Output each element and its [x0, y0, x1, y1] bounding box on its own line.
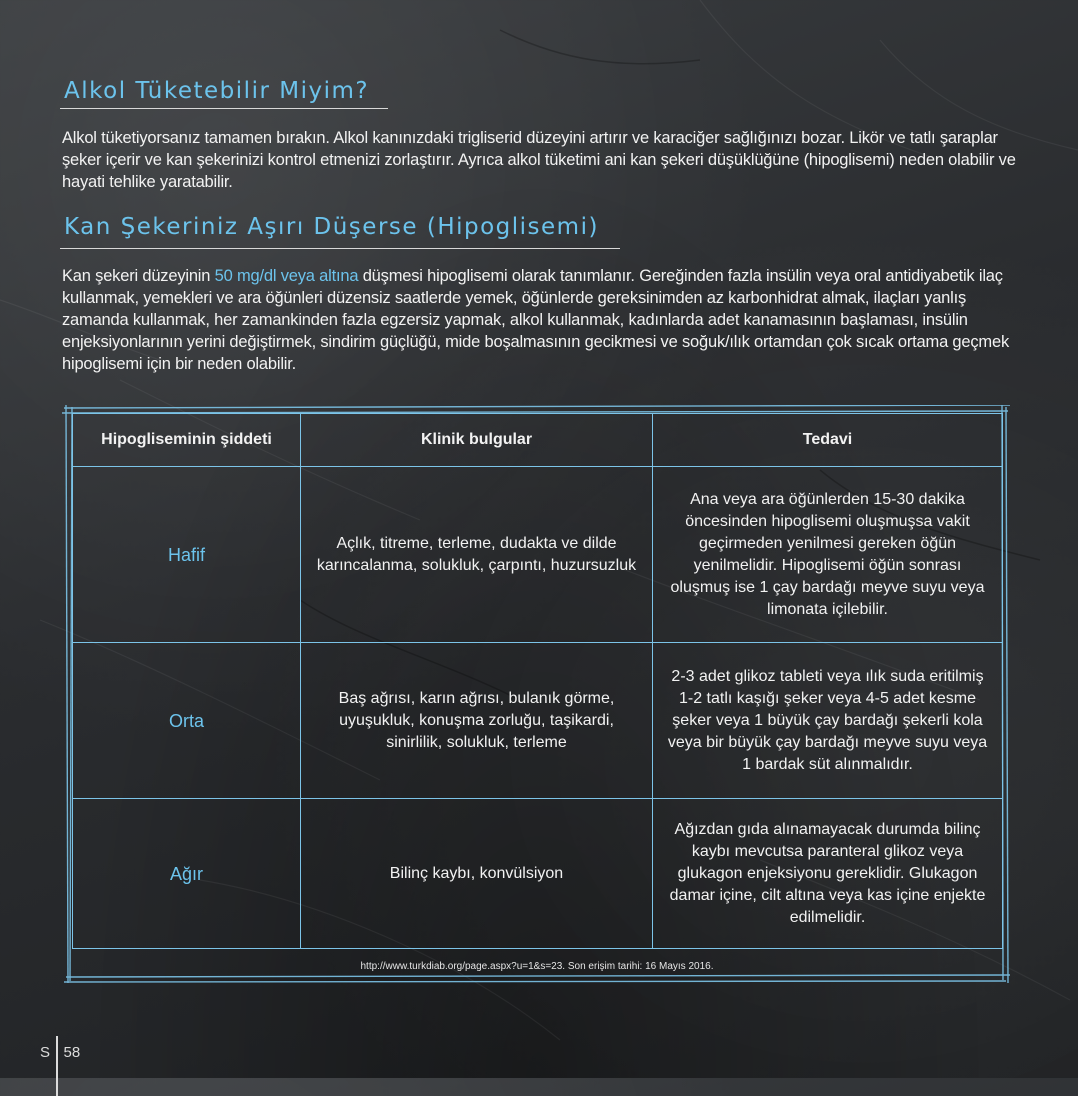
section-heading-hypoglycemia: Kan Şekeriniz Aşırı Düşerse (Hipoglisemi)	[64, 214, 599, 240]
page-footer	[40, 1022, 80, 1082]
footer-divider	[56, 1036, 58, 1096]
source-citation: http://www.turkdiab.org/page.aspx?u=1&s=23. Son erişim tarihi: 16 Mayıs 2016.	[360, 961, 714, 972]
table-row	[73, 467, 1003, 643]
treatment-cell: Ana veya ara öğünlerden 15-30 dakika öncesinden hipoglisemi oluşmuşsa vakit geçirmeden yenilmesi gereken öğün yenilmelidir. Hipoglisemi öğün sonrası oluşmuş ise 1 çay bardağı meyve suyu veya limonata içilebilir.	[653, 467, 1003, 643]
section-heading-alcohol: Alkol Tüketebilir Miyim?	[64, 78, 370, 104]
hypoglycemia-table	[72, 413, 1003, 949]
heading-underline	[60, 248, 620, 249]
treatment-cell: Ağızdan gıda alınamayacak durumda bilinç kaybı mevcutsa paranteral glikoz veya glukagon enjeksiyonu gereklidir. Glukagon damar içine, cilt altına veya kas içine enjekte edilmelidir.	[653, 799, 1003, 949]
findings-cell: Açlık, titreme, terleme, dudakta ve dilde karıncalanma, solukluk, çarpıntı, huzursuzluk	[301, 467, 653, 643]
findings-cell: Baş ağrısı, karın ağrısı, bulanık görme, uyuşukluk, konuşma zorluğu, taşikardi, sinirlilik, solukluk, terleme	[301, 643, 653, 799]
paragraph-text-start: Kan şekeri düzeyinin	[62, 267, 215, 285]
page-number: 58	[63, 1043, 81, 1061]
column-header-treatment: Tedavi	[653, 414, 1003, 467]
treatment-cell: 2-3 adet glikoz tableti veya ılık suda eritilmiş 1-2 tatlı kaşığı şeker veya 4-5 adet kesme şeker veya 1 büyük çay bardağı şekerli kola veya bir büyük çay bardağı meyve suyu veya 1 bardak süt alınmalıdır.	[653, 643, 1003, 799]
severity-cell: Hafif	[73, 467, 301, 643]
footer-letter: S	[40, 1043, 51, 1061]
paragraph-alcohol: Alkol tüketiyorsanız tamamen bırakın. Alkol kanınızdaki trigliserid düzeyini artırır ve karaciğer sağlığınızı bozar. Likör ve tatlı şaraplar şeker içerir ve kan şekerinizi kontrol etmenizi zorlaştırır. Ayrıca alkol tüketimi ani kan şekeri düşüklüğüne (hipoglisemi) neden olabilir ve hayati tehlike yaratabilir.	[62, 129, 1016, 191]
paragraph-hypoglycemia	[62, 265, 1022, 375]
table-row	[73, 799, 1003, 949]
severity-cell: Ağır	[73, 799, 301, 949]
table-row	[73, 643, 1003, 799]
paragraph-text-end: düşmesi hipoglisemi olarak tanımlanır. Gereğinden fazla insülin veya oral antidiyabetik ilaç kullanmak, yemekleri ve ara öğünleri düzensiz saatlerde yemek, öğünlerde gereksinimden az karbonhidrat almak, ilaçları yanlış zamanda kullanmak, her zamankinden fazla egzersiz yapmak, alkol kullanmak, kadınlarda adet kanamasının başlaması, insülin enjeksiyonlarının yerini değiştirmek, sindirim güçlüğü, mide boşalmasının gecikmesi ve soğuk/ılık ortamdan çok sıcak ortama geçmek hipoglisemi için bir neden olabilir.	[62, 267, 1010, 373]
table-header-row	[73, 414, 1003, 467]
column-header-severity: Hipogliseminin şiddeti	[73, 414, 301, 467]
column-header-findings: Klinik bulgular	[301, 414, 653, 467]
severity-cell: Orta	[73, 643, 301, 799]
findings-cell: Bilinç kaybı, konvülsiyon	[301, 799, 653, 949]
threshold-highlight: 50 mg/dl veya altına	[214, 267, 359, 285]
hypoglycemia-table-frame	[62, 405, 1012, 985]
heading-underline	[60, 108, 388, 109]
